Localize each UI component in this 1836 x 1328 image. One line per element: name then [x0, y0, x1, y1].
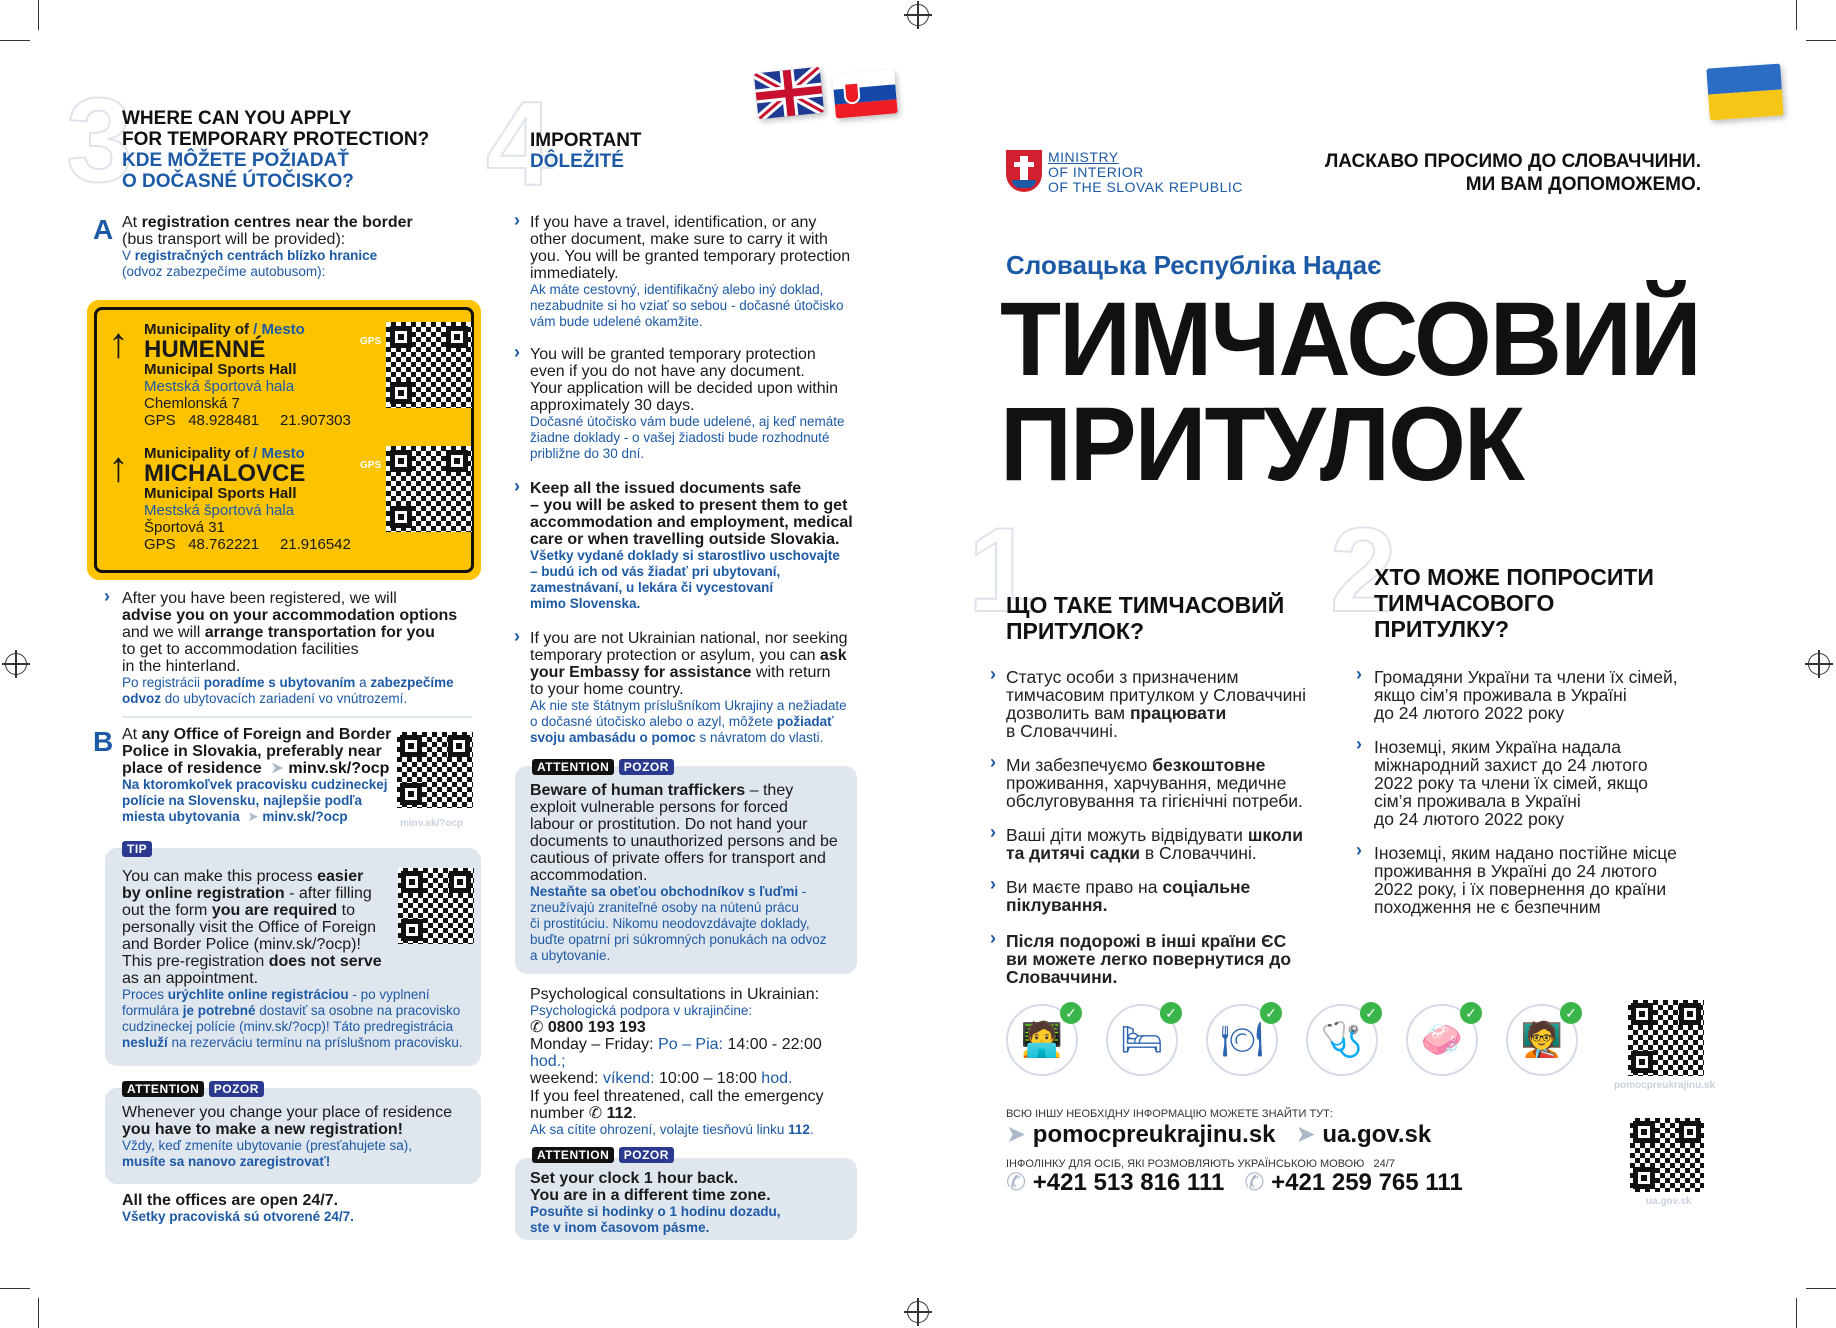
text: дозволить вам — [1006, 703, 1130, 723]
text: 10:00 – 18:00 — [654, 1070, 762, 1087]
text: žiadne doklady - o vašej žiadosti bude rozhodnuté — [530, 430, 830, 445]
text: обслуговування та гігієнічні потреби. — [1006, 791, 1303, 811]
text: advise you on your accommodation options — [122, 607, 458, 624]
text: any Office of Foreign and Border — [141, 726, 392, 743]
ministry-name — [1048, 150, 1243, 195]
slovak-flag-icon — [832, 69, 898, 118]
text: Na ktoromkoľvek pracovisku cudzineckej — [122, 777, 388, 792]
text: Po – Pia: — [658, 1036, 723, 1053]
section-number: 2 — [1330, 503, 1397, 637]
pozor-badge: POZOR — [619, 759, 674, 775]
section-number: 3 — [66, 73, 133, 207]
text: – they — [745, 782, 794, 799]
text: After you have been registered, we will — [122, 590, 397, 607]
text: 21.907303 — [279, 412, 351, 429]
crop-mark — [0, 1288, 30, 1289]
office-link[interactable]: minv.sk/?ocp — [288, 760, 390, 777]
text: temporary protection or asylum, you can — [530, 647, 820, 664]
option-letter: A — [93, 214, 114, 245]
crop-mark — [38, 0, 39, 30]
office-link[interactable]: minv.sk/?ocp — [262, 809, 348, 824]
text: 2022 року, і їх повернення до країни — [1374, 879, 1667, 899]
text: (bus transport will be provided): — [122, 231, 346, 248]
psych-info — [530, 986, 860, 1087]
text: – you will be asked to present them to get — [530, 497, 848, 514]
emergency-info: If you feel threatened, call the emergency number ✆ 112. Ak sa cítite ohrození, volajte tiesňovú linku 112. — [530, 1088, 860, 1138]
text: Chemlonská 7 — [144, 395, 240, 412]
pozor-badge: POZOR — [619, 1147, 674, 1163]
text: до 24 лютого 2022 року — [1374, 809, 1565, 829]
option-a-text — [122, 214, 442, 280]
important-item — [530, 630, 860, 746]
text: Všetky pracoviská sú otvorené 24/7. — [122, 1209, 354, 1224]
chevron-right-icon: › — [1356, 664, 1362, 684]
chevron-right-icon: › — [990, 874, 996, 894]
website-links — [1006, 1120, 1431, 1149]
attention-text — [530, 1170, 850, 1236]
meal-icon: 🍽 ✓ — [1206, 1004, 1278, 1076]
text: Psychologická podpora v ukrajinčine: — [530, 1003, 753, 1018]
text: GPS — [144, 536, 176, 553]
list-item — [1006, 668, 1346, 740]
text: якщо сім’я проживала в Україні — [1374, 685, 1627, 705]
text: musíte sa nanovo zaregistrovať! — [122, 1154, 331, 1169]
text-bold: registration centres near the border — [141, 214, 413, 231]
text: Ak máte cestovný, identifikačný alebo iný doklad, — [530, 282, 824, 297]
text: соціальне — [1162, 877, 1251, 897]
text: All the offices are open 24/7. — [122, 1192, 339, 1209]
crop-mark — [1796, 1298, 1797, 1328]
text: nezabudnite si ho vziať so sebou - dočasné útočisko — [530, 298, 844, 313]
text: či prostitúciu. Nikomu neodovzdávajte doklady, — [530, 916, 810, 931]
chevron-right-icon: › — [514, 476, 520, 496]
heading-en: FOR TEMPORARY PROTECTION? — [122, 129, 430, 150]
attention-text — [530, 782, 850, 964]
text: Your application will be decided upon within — [530, 380, 839, 397]
section-number: 1 — [968, 503, 1035, 637]
text: does not serve — [268, 953, 382, 970]
phone-number[interactable]: +421 259 765 111 — [1271, 1169, 1463, 1196]
text: 48.762221 — [188, 536, 260, 553]
text: približne do 30 dní. — [530, 446, 645, 461]
text: cudzineckej polície (minv.sk/?ocp)! Táto predregistrácia — [122, 1019, 454, 1034]
text: number — [530, 1105, 589, 1122]
list-item — [1006, 932, 1346, 986]
text: to — [337, 902, 355, 919]
text: Po registrácii — [122, 675, 204, 690]
text: easier — [317, 868, 364, 885]
heading-en: IMPORTANT — [530, 130, 642, 151]
text: weekend: — [530, 1070, 603, 1087]
check-icon: ✓ — [1060, 1002, 1082, 1024]
chevron-right-icon: › — [514, 626, 520, 646]
text: a ubytovanie. — [530, 948, 611, 963]
text: Keep all the issued documents safe — [530, 480, 802, 497]
text: ЩО ТАКЕ ТИМЧАСОВИЙ — [1006, 592, 1285, 618]
chevron-right-icon: › — [514, 210, 520, 230]
text: тимчасовим притулком у Словаччині — [1006, 685, 1306, 705]
heading-sk: DÔLEŽITÉ — [530, 151, 624, 172]
text: Mestská športová hala — [144, 378, 295, 395]
text: urýchlite online registráciou — [167, 987, 349, 1002]
chevron-right-icon: › — [990, 928, 996, 948]
text: . — [809, 1122, 814, 1137]
text: ПРИТУЛКУ? — [1374, 616, 1509, 642]
text: place of residence — [122, 760, 262, 777]
attention-badge: ATTENTION — [122, 1081, 204, 1097]
text: піклування. — [1006, 895, 1108, 915]
registration-mark — [907, 1301, 929, 1323]
text: je potrebné — [182, 1003, 256, 1018]
list-item — [1006, 878, 1346, 914]
check-icon: ✓ — [1460, 1002, 1482, 1024]
tip-badge: TIP — [122, 841, 152, 857]
text: labour or prostitution. Do not hand your — [530, 816, 808, 833]
text: V — [122, 248, 135, 263]
text: 48.928481 — [188, 412, 260, 429]
arrow-up-icon: ↑ — [108, 319, 129, 366]
text: approximately 30 days. — [530, 397, 695, 414]
section-number: 4 — [486, 77, 553, 211]
section-heading — [1374, 564, 1654, 642]
registration-mark — [5, 653, 27, 675]
heading-sk: KDE MÔŽETE POŽIADAŤ — [122, 150, 349, 171]
text: Municipality of — [144, 445, 254, 462]
qr-code[interactable] — [1628, 1000, 1704, 1076]
text: zamestnávaní, u lekára či vycestovaní — [530, 580, 774, 595]
text: odvoz — [122, 691, 161, 706]
phone-icon: ✆ — [1006, 1169, 1027, 1196]
pointer-icon: ➤ — [1295, 1121, 1316, 1148]
option-b-text: At any Office of Foreign and Border Police in Slovakia, preferably near place of residence ➤ minv.sk/?ocp Na ktoromkoľvek pracovisku cudzineckej polície na Slovensku, najlepšie podľa miesta ubytovania ➤ minv.sk/?ocp — [122, 726, 392, 824]
text: s návratom do vlasti. — [695, 730, 824, 745]
text: безкоштовне — [1152, 755, 1266, 775]
crop-mark — [38, 1298, 39, 1328]
qr-caption: minv.sk/?ocp — [400, 818, 464, 829]
ukraine-flag-icon — [1706, 63, 1783, 120]
text: Nestaňte sa obeťou obchodníkov s ľuďmi — [530, 884, 799, 899]
cover-title — [1000, 280, 1700, 504]
text: МИ ВАМ ДОПОМОЖЕМО. — [1465, 174, 1701, 195]
section-heading — [1006, 592, 1284, 644]
text: Posuňte si hodinky o 1 hodinu dozadu, — [530, 1204, 781, 1219]
text: Ak nie ste štátnym príslušníkom Ukrajiny a nežiadate — [530, 698, 847, 713]
qr-code[interactable] — [398, 868, 474, 944]
text: MINISTRY — [1048, 149, 1119, 165]
text: / Mesto — [253, 321, 305, 338]
school-icon: 🧑‍🏫 ✓ — [1506, 1004, 1578, 1076]
text: Monday – Friday: — [530, 1036, 659, 1053]
pointer-icon: ➤ — [1006, 1121, 1027, 1148]
check-icon: ✓ — [1260, 1002, 1282, 1024]
text: accommodation and employment, medical — [530, 514, 853, 531]
text: by online registration — [122, 885, 285, 902]
registration-mark — [1808, 653, 1830, 675]
text: svoju ambasádu o pomoc — [530, 730, 696, 745]
text: ПРИТУЛОК? — [1006, 618, 1144, 644]
hotline-label: ІНФОЛІНКУ ДЛЯ ОСІБ, ЯКІ РОЗМОВЛЯЮТЬ УКРАЇНСЬКОЮ МОВОЮ 24/7 — [1006, 1158, 1395, 1170]
text: na rezerváciu termínu na príslušnom pracovisku. — [167, 1035, 463, 1050]
opening-hours — [122, 1192, 354, 1225]
chevron-right-icon: › — [990, 664, 996, 684]
phone-icon: ✆ — [588, 1105, 603, 1122]
text: Після подорожі в інші країни ЄС — [1006, 931, 1287, 951]
chevron-right-icon: › — [1356, 840, 1362, 860]
after-text — [122, 590, 472, 707]
text: та дитячі садки — [1006, 843, 1141, 863]
text: 2022 року та члени їх сімей, якщо — [1374, 773, 1648, 793]
list-item — [1374, 844, 1714, 916]
text: ste v inom časovom pásme. — [530, 1220, 710, 1235]
phone-icon: ✆ — [1244, 1169, 1265, 1196]
text: You are in a different time zone. — [530, 1187, 771, 1204]
chevron-right-icon: › — [990, 822, 996, 842]
text: care or when travelling outside Slovakia. — [530, 531, 840, 548]
text: ХТО МОЖЕ ПОПРОСИТИ — [1374, 564, 1654, 590]
text: do ubytovacích zariadení vo vnútrozemí. — [161, 691, 408, 706]
text: Všetky vydané doklady si starostlivo uschovajte — [530, 548, 840, 563]
text: and we will — [122, 624, 205, 641]
list-item — [1374, 738, 1704, 828]
text: Proces — [122, 987, 168, 1002]
text: nesluží — [122, 1035, 168, 1050]
text: other document, make sure to carry it with — [530, 231, 828, 248]
text: with return — [751, 664, 831, 681]
text: походження не є безпечним — [1374, 897, 1601, 917]
check-icon: ✓ — [1360, 1002, 1382, 1024]
text: Dočasné útočisko vám bude udelené, aj keď nemáte — [530, 414, 845, 429]
list-item — [1006, 826, 1346, 862]
check-icon: ✓ — [1160, 1002, 1182, 1024]
text: Громадяни України та члени їх сімей, — [1374, 667, 1678, 687]
text: požiadať — [776, 714, 834, 729]
text: to get to accommodation facilities — [122, 641, 359, 658]
emergency-number[interactable]: 112 — [606, 1105, 633, 1122]
text: ask — [819, 647, 847, 664]
text: - po vyplnení — [348, 987, 430, 1002]
text: Mestská športová hala — [144, 502, 295, 519]
option-letter: B — [93, 726, 114, 757]
text: до 24 лютого 2022 року — [1374, 703, 1565, 723]
text: you are required — [211, 902, 338, 919]
cover-subtitle: Словацька Республіка Надає — [1006, 250, 1382, 280]
text: Іноземці, яким Україна надала — [1374, 737, 1621, 757]
text: Police in Slovakia, preferably near — [122, 743, 382, 760]
text: (odvoz zabezpečíme autobusom): — [122, 264, 326, 279]
uk-flag-icon — [754, 67, 824, 120]
text: в Словаччині. — [1006, 721, 1118, 741]
qr-code[interactable] — [386, 322, 472, 408]
info-label: ВСЮ ІНШУ НЕОБХІДНУ ІНФОРМАЦІЮ МОЖЕТЕ ЗНАЙТИ ТУТ: — [1006, 1108, 1333, 1120]
text: buďte opatrní pri súkromných ponukách na odvoz — [530, 932, 827, 947]
text: documents to unauthorized persons and be — [530, 833, 838, 850]
text: Статус особи з призначеним — [1006, 667, 1239, 687]
work-icon: 🧑‍💻 ✓ — [1006, 1004, 1078, 1076]
chevron-right-icon: › — [1356, 734, 1362, 754]
text: Beware of human traffickers — [530, 782, 746, 799]
chevron-right-icon: › — [104, 586, 110, 606]
text: exploit vulnerable persons for forced — [530, 799, 788, 816]
text: – budú ich od vás žiadať pri ubytovaní, — [530, 564, 781, 579]
qr-code[interactable] — [386, 446, 472, 532]
phone-icon: ✆ — [530, 1019, 544, 1036]
text: проживання, харчування, медичне — [1006, 773, 1287, 793]
text: hod.; — [530, 1053, 566, 1070]
text: out the form — [122, 902, 212, 919]
text: personally visit the Office of Foreign — [122, 919, 377, 936]
crop-mark — [1796, 0, 1797, 30]
qr-caption: pomocpreukrajinu.sk — [1614, 1080, 1716, 1091]
text-bold: registračných centrách blízko hranice — [134, 248, 378, 263]
text: zabezpečíme — [370, 675, 454, 690]
text: formulára — [122, 1003, 183, 1018]
text: OF THE SLOVAK REPUBLIC — [1048, 179, 1243, 195]
text: ви можете легко повернутися до — [1006, 949, 1292, 969]
text: a — [355, 675, 371, 690]
important-item — [530, 480, 860, 612]
text: even if you do not have any document. — [530, 363, 805, 380]
text: Set your clock 1 hour back. — [530, 1170, 739, 1187]
city-name: MICHALOVCE — [144, 460, 306, 487]
section-heading — [530, 130, 642, 172]
text: o dočasné útočisko alebo o azyl, môžete — [530, 714, 777, 729]
title-line: ТИМЧАСОВИЙ — [1000, 280, 1700, 399]
website-link[interactable]: pomocpreukrajinu.sk — [1032, 1121, 1276, 1148]
website-link[interactable]: ua.gov.sk — [1322, 1121, 1432, 1148]
text: and Border Police (minv.sk/?ocp)! — [122, 936, 361, 953]
gps-tag: GPS — [360, 336, 382, 347]
text: hod. — [761, 1070, 793, 1087]
text: в Словаччині. — [1140, 843, 1257, 863]
text: At — [122, 726, 142, 743]
text: ТИМЧАСОВОГО — [1374, 590, 1555, 616]
text: Whenever you change your place of residence — [122, 1104, 452, 1121]
text: poradíme s ubytovaním — [203, 675, 356, 690]
text: mimo Slovenska. — [530, 596, 641, 611]
text: Ak sa cítite ohrození, volajte tiesňovú linku — [530, 1122, 789, 1137]
text: проживання в Україні до 24 лютого — [1374, 861, 1657, 881]
attention-badge: ATTENTION — [532, 1147, 614, 1163]
medical-icon: 🩺 ✓ — [1306, 1004, 1378, 1076]
phone-number[interactable]: 0800 193 193 — [547, 1019, 646, 1036]
text: vám bude udelené okamžite. — [530, 314, 703, 329]
crop-mark — [0, 40, 30, 41]
qr-code[interactable] — [1630, 1118, 1704, 1192]
chevron-right-icon: › — [990, 752, 996, 772]
text: Psychological consultations in Ukrainian: — [530, 986, 820, 1003]
arrow-up-icon: ↑ — [108, 443, 129, 490]
phone-number[interactable]: +421 513 816 111 — [1032, 1169, 1225, 1196]
crop-mark — [1806, 40, 1836, 41]
gps-tag: GPS — [360, 460, 382, 471]
heading-sk: O DOČASNÉ ÚTOČISKO? — [122, 171, 354, 192]
text: This pre-registration — [122, 953, 269, 970]
text: 112 — [788, 1122, 810, 1137]
title-line: ПРИТУЛОК — [1000, 385, 1523, 504]
text: miesta ubytovania — [122, 809, 240, 824]
text: If you have a travel, identification, or any — [530, 214, 817, 231]
text: Іноземці, яким надано постійне місце — [1374, 843, 1677, 863]
text: You will be granted temporary protection — [530, 346, 816, 363]
divider — [122, 716, 472, 718]
text: as an appointment. — [122, 970, 259, 987]
hotline-phones — [1006, 1168, 1463, 1197]
text: міжнародний захист до 24 лютого — [1374, 755, 1648, 775]
pozor-badge: POZOR — [209, 1081, 264, 1097]
text: - after filling — [284, 885, 372, 902]
attention-text — [122, 1104, 472, 1170]
text: Ми забезпечуємо — [1006, 755, 1153, 775]
text: Ваші діти можуть відвідувати — [1006, 825, 1248, 845]
chevron-right-icon: › — [514, 342, 520, 362]
important-item — [530, 346, 860, 462]
text: - — [798, 884, 807, 899]
text: працювати — [1129, 703, 1227, 723]
text: If you feel threatened, call the emergency — [530, 1088, 824, 1105]
text: Municipal Sports Hall — [144, 485, 297, 502]
section-heading — [122, 108, 429, 192]
text: arrange transportation for you — [204, 624, 435, 641]
text: cautious of private offers for transport and — [530, 850, 826, 867]
bed-icon: 🛏 ✓ — [1106, 1004, 1178, 1076]
text: you have to make a new registration! — [122, 1121, 403, 1138]
qr-caption: ua.gov.sk — [1646, 1196, 1692, 1207]
text: immediately. — [530, 265, 619, 282]
text: школи — [1247, 825, 1304, 845]
registration-mark — [907, 4, 929, 26]
text: Športová 31 — [144, 519, 225, 536]
qr-code[interactable] — [397, 732, 473, 808]
welcome-text — [1325, 150, 1701, 196]
list-item — [1374, 668, 1704, 722]
text: in the hinterland. — [122, 658, 241, 675]
text: You can make this process — [122, 868, 318, 885]
text: Municipality of — [144, 321, 254, 338]
text: dostaviť sa osobne na pracovisko — [255, 1003, 461, 1018]
list-item — [1006, 756, 1351, 810]
text: / Mesto — [253, 445, 305, 462]
ministry-logo — [1006, 150, 1042, 192]
text: accommodation. — [530, 867, 648, 884]
crop-mark — [1806, 1288, 1836, 1289]
text: If you are not Ukrainian national, nor seeking — [530, 630, 848, 647]
attention-badge: ATTENTION — [532, 759, 614, 775]
city-name: HUMENNÉ — [144, 336, 266, 363]
text: polície na Slovensku, najlepšie podľa — [122, 793, 363, 808]
text: Словаччини. — [1006, 967, 1118, 987]
text: OF INTERIOR — [1048, 164, 1144, 180]
text: ЛАСКАВО ПРОСИМО ДО СЛОВАЧЧИНИ. — [1324, 151, 1701, 172]
text: 21.916542 — [279, 536, 351, 553]
check-icon: ✓ — [1560, 1002, 1582, 1024]
text: you. You will be granted temporary protection — [530, 248, 851, 265]
text: zneužívajú zraniteľné osoby na nútenú prácu — [530, 900, 799, 915]
text: víkend: — [602, 1070, 655, 1087]
text: сім’я проживала в Україні — [1374, 791, 1581, 811]
text: your Embassy for assistance — [530, 664, 752, 681]
text: Ви маєте право на — [1006, 877, 1163, 897]
text: At — [122, 214, 142, 231]
text: Vždy, keď zmeníte ubytovanie (presťahujete sa), — [122, 1138, 413, 1153]
hygiene-icon: 🧼 ✓ — [1406, 1004, 1478, 1076]
text: to your home country. — [530, 681, 684, 698]
important-item — [530, 214, 860, 330]
text: GPS — [144, 412, 176, 429]
heading-en: WHERE CAN YOU APPLY — [122, 108, 352, 129]
text: Municipal Sports Hall — [144, 361, 297, 378]
text: 14:00 - 22:00 — [723, 1036, 822, 1053]
